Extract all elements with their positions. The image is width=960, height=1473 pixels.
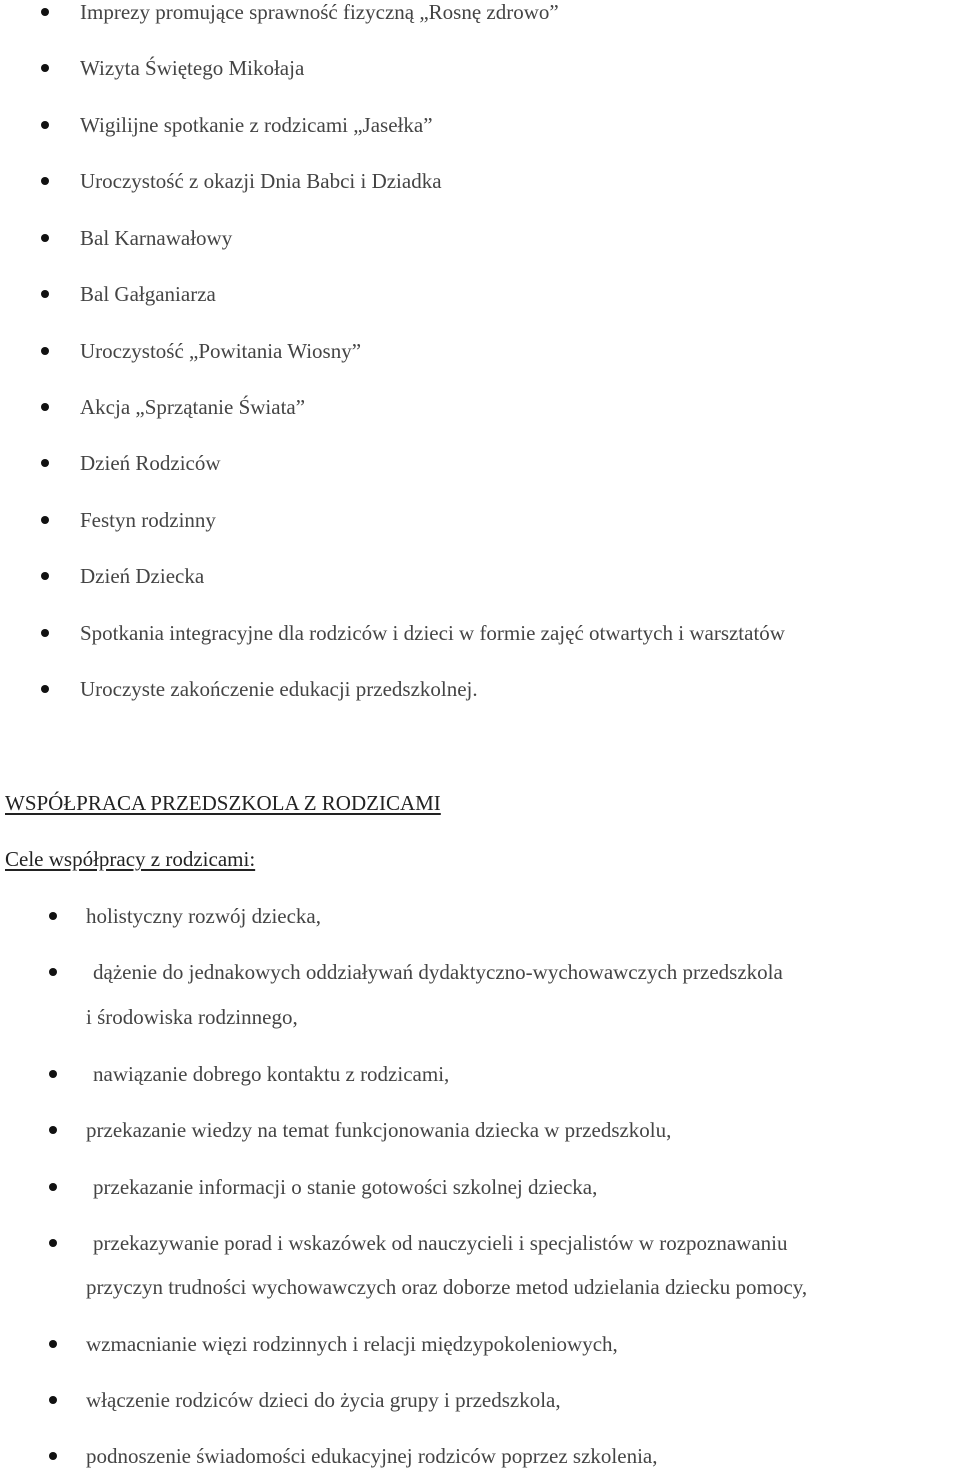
- bullet-icon: [41, 121, 49, 129]
- goal-text: i środowiska rodzinnego,: [86, 1005, 298, 1029]
- bullet-icon: [41, 685, 49, 693]
- goal-text: nawiązanie dobrego kontaktu z rodzicami,: [93, 1062, 450, 1086]
- bullet-icon: [49, 1340, 57, 1348]
- goal-text: wzmacnianie więzi rodzinnych i relacji międzypokoleniowych,: [86, 1332, 618, 1356]
- goal-text: holistyczny rozwój dziecka,: [86, 904, 321, 928]
- goal-text: przekazywanie porad i wskazówek od nauczycieli i specjalistów w rozpoznawaniu: [93, 1231, 788, 1255]
- event-text: Akcja „Sprzątanie Świata”: [80, 395, 306, 419]
- bullet-icon: [41, 516, 49, 524]
- bullet-icon: [49, 1239, 57, 1247]
- event-text: Wizyta Świętego Mikołaja: [80, 56, 305, 80]
- event-text: Spotkania integracyjne dla rodziców i dzieci w formie zajęć otwartych i warsztatów: [80, 621, 785, 645]
- goal-text: przekazanie wiedzy na temat funkcjonowania dziecka w przedszkolu,: [86, 1118, 672, 1142]
- goal-text: dążenie do jednakowych oddziaływań dydaktyczno-wychowawczych przedszkola: [93, 960, 783, 984]
- event-text: Imprezy promujące sprawność fizyczną „Rosnę zdrowo”: [80, 0, 559, 24]
- bullet-icon: [49, 1452, 57, 1460]
- event-text: Uroczyste zakończenie edukacji przedszkolnej.: [80, 677, 478, 701]
- bullet-icon: [41, 572, 49, 580]
- goal-text: podnoszenie świadomości edukacyjnej rodziców poprzez szkolenia,: [86, 1444, 658, 1468]
- event-text: Uroczystość „Powitania Wiosny”: [80, 339, 362, 363]
- bullet-icon: [49, 912, 57, 920]
- bullet-icon: [41, 403, 49, 411]
- bullet-icon: [49, 1183, 57, 1191]
- bullet-icon: [41, 8, 49, 16]
- bullet-icon: [49, 1070, 57, 1078]
- event-text: Wigilijne spotkanie z rodzicami „Jasełka”: [80, 113, 433, 137]
- bullet-icon: [41, 290, 49, 298]
- event-text: Festyn rodzinny: [80, 508, 216, 532]
- event-text: Dzień Rodziców: [80, 451, 221, 475]
- bullet-icon: [49, 1126, 57, 1134]
- bullet-icon: [41, 347, 49, 355]
- bullet-icon: [49, 1396, 57, 1404]
- bullet-icon: [41, 177, 49, 185]
- event-text: Bal Gałganiarza: [80, 282, 216, 306]
- bullet-icon: [41, 629, 49, 637]
- goal-text: włączenie rodziców dzieci do życia grupy i przedszkola,: [86, 1388, 561, 1412]
- event-text: Bal Karnawałowy: [80, 226, 233, 250]
- bullet-icon: [41, 459, 49, 467]
- goal-text: przyczyn trudności wychowawczych oraz doborze metod udzielania dziecku pomocy,: [86, 1275, 808, 1299]
- goal-text: przekazanie informacji o stanie gotowości szkolnej dziecka,: [93, 1175, 598, 1199]
- bullet-icon: [49, 968, 57, 976]
- subsection-title: Cele współpracy z rodzicami:: [5, 847, 256, 871]
- event-text: Uroczystość z okazji Dnia Babci i Dziadka: [80, 169, 442, 193]
- bullet-icon: [41, 64, 49, 72]
- bullet-icon: [41, 234, 49, 242]
- section-title: WSPÓŁPRACA PRZEDSZKOLA Z RODZICAMI: [5, 791, 441, 815]
- event-text: Dzień Dziecka: [80, 564, 205, 588]
